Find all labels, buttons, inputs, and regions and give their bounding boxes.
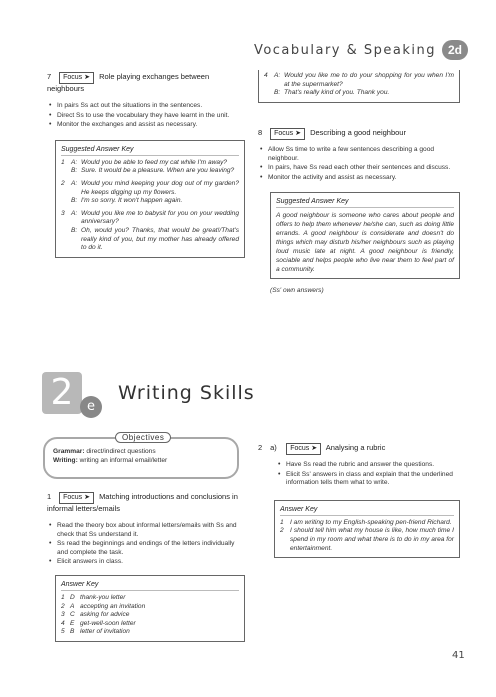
exercise-2 [258,443,460,558]
model-paragraph: A good neighbour is someone who cares about people and offers to help them whenever he/she can, such as doing little errands. A good neighbour is considerate and doesn't do things which may disturb his/her neighbours such as playing loud music late at night. A good neighbour is friendly, sociable and helps people who live near them to feel part of a community. [276,212,454,274]
exercise-heading [258,443,460,455]
dialogue-line: 3 A: Would you like me to babysit for you on your wedding anniversary? [61,209,239,226]
objective-grammar: Grammar: direct/indirect questions [53,448,156,455]
exercise-8 [258,128,460,294]
objectives-label: Objectives [115,432,171,443]
dialogue-line: B: Oh, would you? Thanks, that would be great!/That's really kind of you, but my mother has already offered to do it. [71,226,239,252]
instructions-list [276,461,460,488]
instruction-item: • Monitor the exchanges and assist as necessary. [47,121,245,130]
instructions-list [258,146,460,182]
answer-row: 2 A accepting an invitation [61,602,146,610]
exercise-1 [47,492,245,642]
exercise-7-continued [258,70,460,103]
instruction-item: • In pairs Ss act out the situations in the sentences. [47,102,245,111]
exercise-number: 8 [258,128,263,137]
answer-key-title: Suggested Answer Key [61,145,239,156]
dialogue-line: 4 A: Would you like me to do your shopping for you when I'm at the supermarket? [264,72,454,88]
dialogue-line: B: That's really kind of you. Thank you. [274,89,390,97]
answer-row: 4 E get-well-soon letter [61,619,136,627]
focus-label: Focus ➤ [270,128,305,140]
answer-key-box [55,140,245,258]
focus-label: Focus ➤ [59,72,94,84]
unit-number: 2 [42,372,82,414]
page-number: 41 [452,650,465,661]
instruction-item: • Ss read the beginnings and endings of the letters individually and complete the task. [47,540,245,557]
answer-row: 2 I should tell him what my house is like, how much time I spend in my room and what there is to do in my area for entertainment. [280,527,454,552]
focus-label: Focus ➤ [59,492,94,504]
exercise-number: 7 [47,72,52,81]
instruction-item: • Allow Ss time to write a few sentences describing a good neighbour. [258,146,460,163]
exercise-title: Matching introductions and conclusions in informal letters/emails [47,492,238,513]
lesson-badge: 2d [442,40,468,60]
exercise-number: 2 [258,443,263,452]
objectives-box [43,433,239,479]
answer-key-title: Answer Key [61,580,239,591]
answer-row: 5 B letter of invitation [61,628,130,636]
answer-row: 1 I am writing to my English-speaking pen-friend Richard. [280,518,452,526]
dialogue [61,210,239,253]
answer-key-box [55,575,245,642]
header-title: Vocabulary & Speaking [253,42,436,58]
exercise-7 [47,72,245,258]
section-letter: e [80,396,102,418]
instructions-list [47,102,245,130]
focus-label: Focus ➤ [286,443,321,455]
answer-key-box-continued [258,70,460,103]
answer-key-box [270,192,460,279]
dialogue-line: B: I'm so sorry. It won't happen again. [71,197,183,205]
answer-key-box [274,500,460,558]
exercise-part: a) [270,443,277,452]
instruction-item: • Monitor the activity and assist as necessary. [258,174,460,183]
unit-header [254,38,468,62]
instruction-item: • Have Ss read the rubric and answer the questions. [276,461,460,470]
answer-row: 3 C asking for advice [61,611,130,619]
dialogue [61,159,239,176]
answer-key-title: Answer Key [280,505,454,516]
exercise-title: Analysing a rubric [325,443,386,452]
exercise-number: 1 [47,492,52,501]
instruction-item: • Elicit Ss' answers in class and explain that the underlined information tells them what to write. [276,471,460,488]
exercise-heading [258,128,460,140]
instruction-item: • In pairs, have Ss read each other their sentences and discuss. [258,164,460,173]
exercise-title: Describing a good neighbour [310,128,406,137]
dialogue-line: 1 A: Would you be able to feed my cat while I'm away? [61,158,228,166]
objective-writing: Writing: writing an informal email/letter [53,456,168,464]
answer-row: 1 D thank-you letter [61,593,126,601]
instruction-item: • Direct Ss to use the vocabulary they have learnt in the unit. [47,112,245,121]
note: (Ss' own answers) [270,287,324,295]
section-banner [36,372,266,428]
exercise-heading [47,72,245,94]
exercise-title: Role playing exchanges between neighbours [47,72,210,93]
exercise-heading [47,492,245,514]
section-title: Writing Skills [118,382,255,404]
instruction-item: • Read the theory box about informal letters/emails with Ss and check that Ss understand it. [47,522,245,539]
instruction-item: • Elicit answers in class. [47,558,245,567]
instructions-list [47,522,245,567]
dialogue [61,180,239,206]
dialogue-line: B: Sure. It would be a pleasure. When are you leaving? [71,167,235,175]
answer-key-title: Suggested Answer Key [276,197,454,208]
dialogue-line: 2 A: Would you mind keeping your dog out of my garden? He keeps digging up my flowers. [61,179,239,196]
